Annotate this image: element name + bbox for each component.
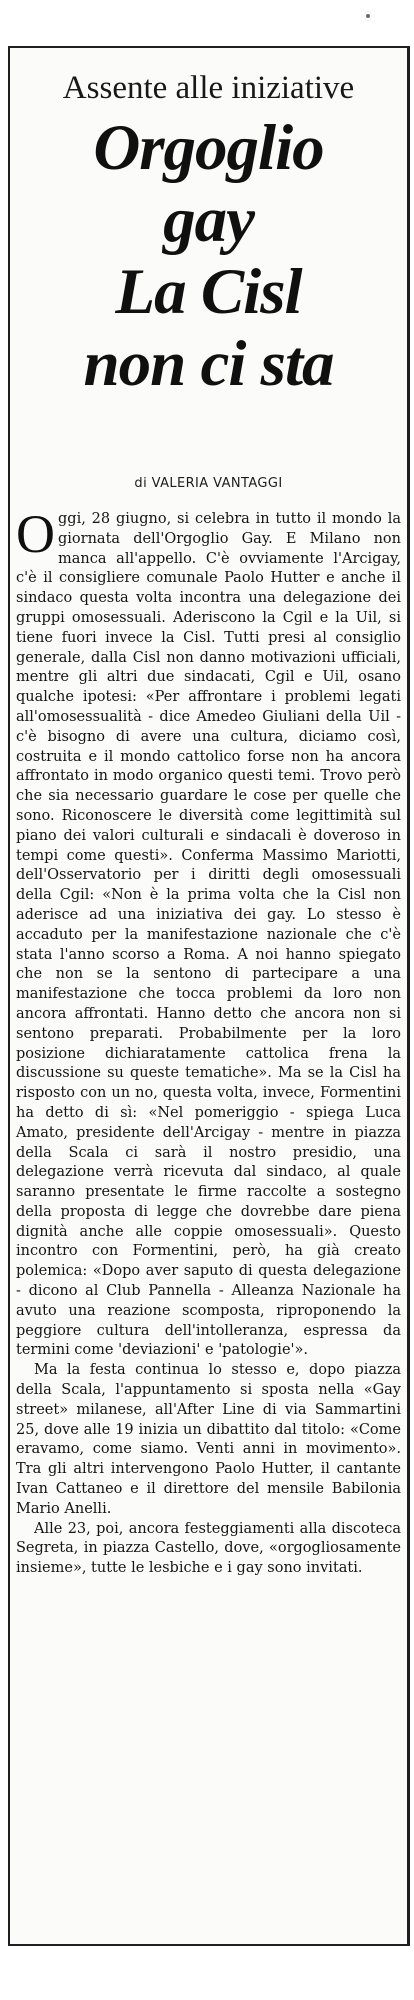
byline: di VALERIA VANTAGGI <box>134 476 283 491</box>
headline-block <box>10 68 407 400</box>
headline-line-1: Orgoglio <box>93 112 324 184</box>
newspaper-clipping <box>8 46 410 1946</box>
paragraph-1-text: ggi, 28 giugno, si celebra in tutto il mondo la giornata dell'Orgoglio Gay. E Milano non manca all'appello. C'è ovviamente l'Arcigay, c'è il consigliere comunale Paolo Hutter e anche il sindaco questa volta incontra una delegazione dei gruppi omosessuali. Aderiscono la Cgil e la Uil, si tiene fuori invece la Cisl. Tutti presi al consiglio generale, dalla Cisl non danno motivazioni ufficiali, mentre gli altri due sindacati, Cgil e Uil, osano qualche ipotesi: «Per affrontare i problemi legati all'omosessualità - dice Amedeo Giuliani della Uil - c'è bisogno di avere una cultura, diciamo così, costruita e il mondo cattolico forse non ha ancora affrontato in modo organico questi temi. Trovo però che sia necessario guardare le cose per quelle che sono. Riconoscere le diversità come legittimità sul piano dei valori culturali e sindacali è doveroso in tempi come questi». Conferma Massimo Mariotti, dell'Osservatorio per i diritti degli omosessuali della Cgil: «Non è la prima volta che la Cisl non aderisce ad una iniziativa dei gay. Lo stesso è accaduto per la manifestazione nazionale che c'è stata l'anno scorso a Roma. A noi hanno spiegato che non se la sentono di partecipare a una manifestazione che tocca problemi da loro non ancora affrontati. Hanno detto che ancora non si sentono preparati. Probabilmente per la loro posizione dichiaratamente cattolica frena la discussione su queste tematiche». Ma se la Cisl ha risposto con un no, questa volta, invece, Formentini ha detto di sì: «Nel pomeriggio - spiega Luca Amato, presidente dell'Arcigay - mentre in piazza della Scala ci sarà il nostro presidio, una delegazione verrà ricevuta dal sindaco, al quale saranno presentate le firme raccolte a sostegno della proposta di legge che dovrebbe dare piena dignità anche alle coppie omosessuali». Questo incontro con Formentini, però, ha già creato polemica: «Dopo aver saputo di questa delegazione - dicono al Club Pannella - Alleanza Nazionale ha avuto una reazione scomposta, riproponendo la peggiore cultura dell'intolleranza, espressa da termini come 'deviazioni' e 'patologie'». <box>16 511 401 1359</box>
headline-line-4: non ci sta <box>83 328 334 400</box>
headline-line-3: La Cisl <box>115 256 302 328</box>
drop-cap: O <box>16 504 55 564</box>
paragraph-1 <box>16 504 401 1361</box>
paragraph-3: Alle 23, poi, ancora festeggiamenti alla discoteca Segreta, in piazza Castello, dove, «orgogliosamente insieme», tutte le lesbiche e i gay sono invitati. <box>16 1520 401 1577</box>
article-body <box>16 504 401 1579</box>
kicker: Assente alle iniziative <box>62 70 355 106</box>
paper-speck <box>366 14 370 18</box>
paragraph-2: Ma la festa continua lo stesso e, dopo piazza della Scala, l'appuntamento si sposta nella «Gay street» milanese, all'After Line di via Sammartini 25, dove alle 19 inizia un dibattito dal titolo: «Come eravamo, come siamo. Venti anni in movimento». Tra gli altri intervengono Paolo Hutter, il cantante Ivan Cattaneo e il direttore del mensile Babilonia Mario Anelli. <box>16 1362 401 1517</box>
headline-line-2: gay <box>163 184 254 256</box>
